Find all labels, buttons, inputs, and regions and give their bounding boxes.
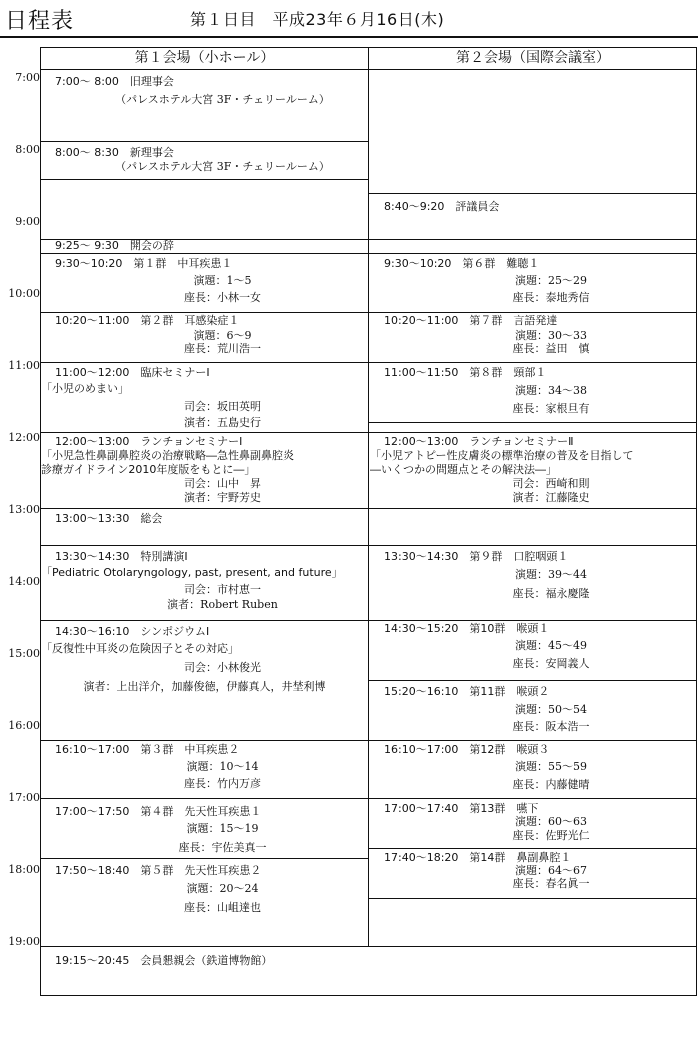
time-label: 19:00: [8, 935, 40, 948]
session-title: 15:20〜16:10 第11群 喉頭２: [384, 685, 550, 698]
time-label: 12:00: [8, 431, 40, 444]
hall2-header: 第２会場（国際会議室）: [456, 50, 610, 66]
session-topic: 「小児急性鼻副鼻腔炎の治療戦略―急性鼻副鼻腔炎: [41, 449, 294, 462]
session-detail: 演題：10〜14: [186, 760, 259, 773]
session-title: 17:40〜18:20 第14群 鼻副鼻腔１: [384, 851, 572, 864]
session-title: 7:00〜 8:00 旧理事会: [55, 75, 174, 88]
session-title: 8:00〜 8:30 新理事会: [55, 146, 174, 159]
session-detail: 演題：15〜19: [186, 822, 259, 835]
hall2-session-cell: [369, 898, 697, 946]
page-title: 日程表: [5, 9, 75, 34]
session-detail: 演者：宇野芳史: [184, 491, 261, 504]
session-detail: 演者：Robert Ruben: [167, 598, 278, 611]
session-title: 8:40〜9:20 評議員会: [384, 200, 500, 213]
session-detail: 座長：佐野光仁: [512, 829, 590, 842]
time-label: 14:00: [8, 575, 40, 588]
time-label: 10:00: [8, 287, 40, 300]
session-title: 9:30〜10:20 第６群 難聴１: [384, 257, 540, 270]
session-title: 9:30〜10:20 第１群 中耳疾患１: [55, 257, 233, 270]
time-label: 13:00: [8, 503, 40, 516]
session-detail: 演題：64〜67: [515, 864, 587, 877]
session-detail: 演題：34〜38: [515, 384, 587, 397]
session-detail: 座長：荒川浩一: [184, 342, 261, 355]
session-detail: 演題：60〜63: [515, 815, 587, 828]
session-detail: 演題：1〜5: [193, 274, 252, 287]
time-label: 11:00: [8, 359, 40, 372]
day-heading: 第１日目 平成23年６月16日(木): [190, 10, 445, 29]
session-detail: 座長：宇佐美真一: [178, 841, 267, 854]
session-detail: 座長：小林一女: [184, 291, 261, 304]
session-title: 12:00〜13:00 ランチョンセミナーⅠ: [55, 435, 243, 448]
time-label: 17:00: [8, 791, 40, 804]
session-title: 19:15〜20:45 会員懇親会（鉄道博物館）: [55, 954, 273, 967]
session-title: 17:00〜17:50 第４群 先天性耳疾患１: [55, 805, 262, 818]
session-topic: 「小児アトピー性皮膚炎の標準治療の普及を目指して: [370, 449, 634, 462]
session-detail: 座長：泰地秀信: [512, 291, 590, 304]
session-title: 16:10〜17:00 第12群 喉頭３: [384, 743, 550, 756]
session-detail: 演題：45〜49: [515, 639, 587, 652]
session-detail: 司会：西崎和則: [512, 477, 590, 490]
session-topic: 「Pediatric Otolaryngology, past, present, and future」: [41, 566, 343, 579]
session-detail: 座長：内藤健晴: [512, 778, 590, 791]
session-detail: 座長：竹内万彦: [184, 777, 261, 790]
header-rule: [0, 36, 698, 38]
session-topic: 診療ガイドライン2010年度版をもとに―」: [41, 463, 256, 476]
session-detail: 演題：30〜33: [515, 329, 587, 342]
session-topic: ―いくつかの問題点とその解決法―」: [370, 463, 557, 476]
session-title: 13:00〜13:30 総会: [55, 512, 163, 525]
session-detail: 演者：五島史行: [184, 416, 261, 429]
session-title: 12:00〜13:00 ランチョンセミナーⅡ: [384, 435, 574, 448]
session-title: 14:30〜15:20 第10群 喉頭１: [384, 622, 550, 635]
session-detail: 演題：39〜44: [515, 568, 587, 581]
session-title: 10:20〜11:00 第２群 耳感染症１: [55, 314, 240, 327]
hall1-session-cell: [40, 179, 369, 239]
session-title: 9:25〜 9:30 開会の辞: [55, 239, 174, 252]
time-label: 18:00: [8, 863, 40, 876]
session-detail: 座長：山岨達也: [184, 901, 261, 914]
time-label: 9:00: [15, 215, 40, 228]
session-detail: 司会：山中 昇: [184, 477, 261, 490]
hall1-header: 第１会場（小ホール）: [134, 50, 275, 66]
session-detail: 司会：市村恵一: [184, 583, 261, 596]
session-title: 14:30〜16:10 シンポジウムⅠ: [55, 625, 210, 638]
hall2-session-cell: [369, 239, 697, 253]
session-title: 17:00〜17:40 第13群 嚥下: [384, 802, 539, 815]
session-detail: 演題：50〜54: [515, 703, 587, 716]
session-title: 17:50〜18:40 第５群 先天性耳疾患２: [55, 864, 262, 877]
session-title: 16:10〜17:00 第３群 中耳疾患２: [55, 743, 240, 756]
session-detail: 演題：25〜29: [515, 274, 587, 287]
time-label: 16:00: [8, 719, 40, 732]
session-detail: 座長：安岡義人: [512, 657, 590, 670]
session-detail: 演者：上出洋介，加藤俊徳，伊藤真人，井埜利博: [83, 680, 326, 693]
session-title: 13:30〜14:30 特別講演Ⅰ: [55, 550, 188, 563]
time-label: 15:00: [8, 647, 40, 660]
time-label: 8:00: [15, 143, 40, 156]
session-detail: 演題：20〜24: [186, 882, 259, 895]
session-title: 11:00〜12:00 臨床セミナーⅠ: [55, 366, 210, 379]
session-topic: 「反復性中耳炎の危険因子とその対応」: [41, 642, 239, 655]
session-detail: 座長：福永慶隆: [512, 587, 590, 600]
session-detail: （パレスホテル大宮 3F・チェリールーム）: [115, 93, 330, 106]
session-title: 10:20〜11:00 第７群 言語発達: [384, 314, 558, 327]
session-detail: 演者：江藤隆史: [512, 491, 590, 504]
session-detail: 座長：阪本浩一: [512, 720, 590, 733]
session-topic: 「小児のめまい」: [41, 382, 129, 395]
session-detail: 司会：小林俊光: [184, 661, 261, 674]
session-detail: （パレスホテル大宮 3F・チェリールーム）: [115, 160, 330, 173]
hall2-session-cell: [369, 508, 697, 545]
hall2-session-cell: [369, 422, 697, 432]
session-detail: 司会：坂田英明: [184, 400, 261, 413]
session-detail: 座長：春名眞一: [512, 877, 590, 890]
session-title: 13:30〜14:30 第９群 口腔咽頭１: [384, 550, 569, 563]
session-detail: 座長：益田 慎: [512, 342, 590, 355]
time-label: 7:00: [15, 71, 40, 84]
session-detail: 座長：家根旦有: [512, 402, 590, 415]
hall2-session-cell: [369, 69, 697, 193]
session-detail: 演題：6〜9: [193, 329, 252, 342]
session-title: 11:00〜11:50 第８群 頸部１: [384, 366, 547, 379]
session-detail: 演題：55〜59: [515, 760, 587, 773]
